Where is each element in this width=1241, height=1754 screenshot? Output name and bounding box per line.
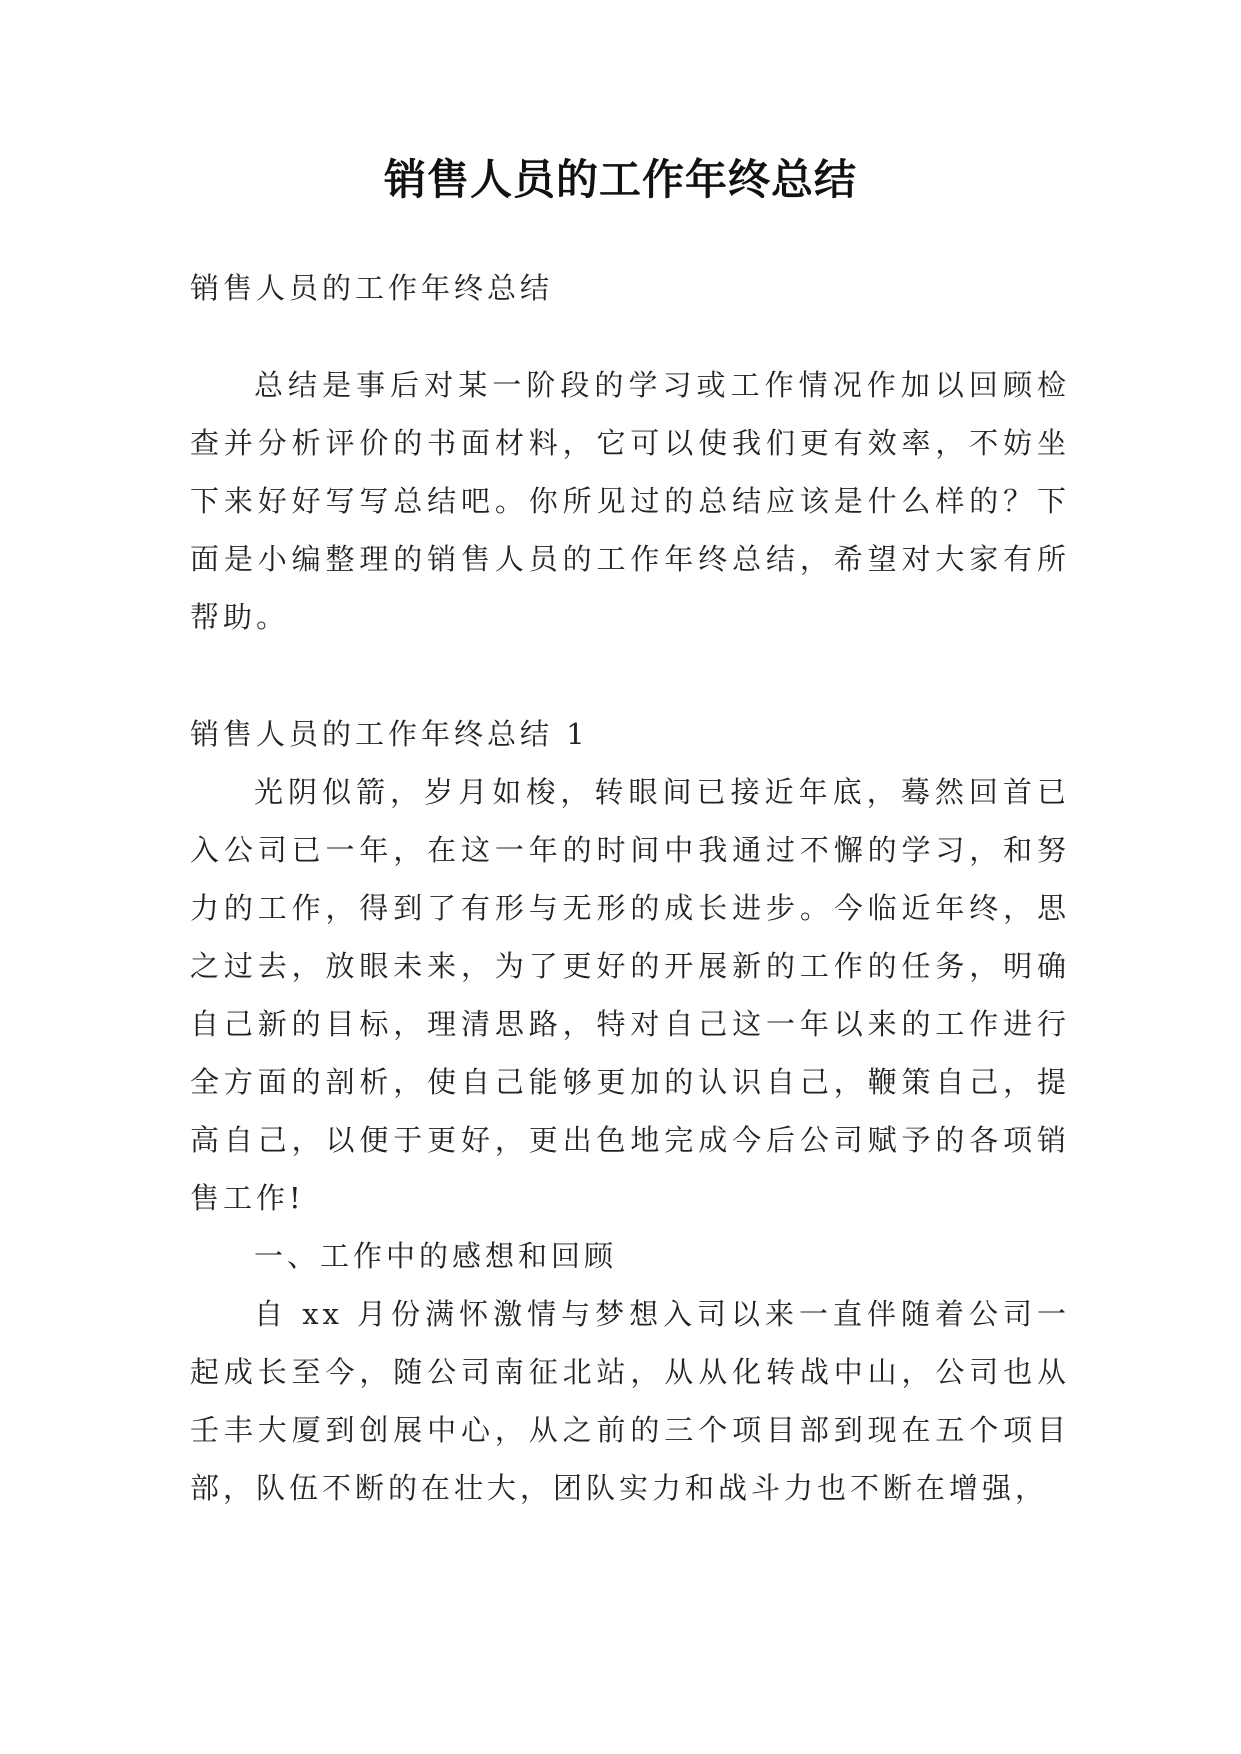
subheading: 一、工作中的感想和回顾 xyxy=(254,1239,618,1273)
section-paragraph: 光阴似箭，岁月如梭，转眼间已接近年底，蓦然回首已入公司已一年，在这一年的时间中我通过不懈的学习，和努力的工作，得到了有形与无形的成长进步。今临近年终，思之过去，放眼未来，为了更好的开展新的工作的任务，明确自己新的目标，理清思路，特对自己这一年以来的工作进行全方面的剖析，使自己能够更加的认识自己，鞭策自己，提高自己，以便于更好，更出色地完成今后公司赋予的各项销售工作! xyxy=(190,775,1070,1215)
document-subtitle: 销售人员的工作年终总结 xyxy=(190,271,554,305)
body-paragraph: 自 xx 月份满怀激情与梦想入司以来一直伴随着公司一起成长至今，随公司南征北站，从从化转战中山，公司也从壬丰大厦到创展中心，从之前的三个项目部到现在五个项目部，队伍不断的在壮大，团队实力和战斗力也不断在增强， xyxy=(190,1297,1070,1505)
section-heading: 销售人员的工作年终总结 1 xyxy=(190,717,589,751)
intro-paragraph: 总结是事后对某一阶段的学习或工作情况作加以回顾检查并分析评价的书面材料，它可以使我们更有效率，不妨坐下来好好写写总结吧。你所见过的总结应该是什么样的？下面是小编整理的销售人员的工作年终总结，希望对大家有所帮助。 xyxy=(190,368,1070,634)
document-title: 销售人员的工作年终总结 xyxy=(383,155,857,204)
